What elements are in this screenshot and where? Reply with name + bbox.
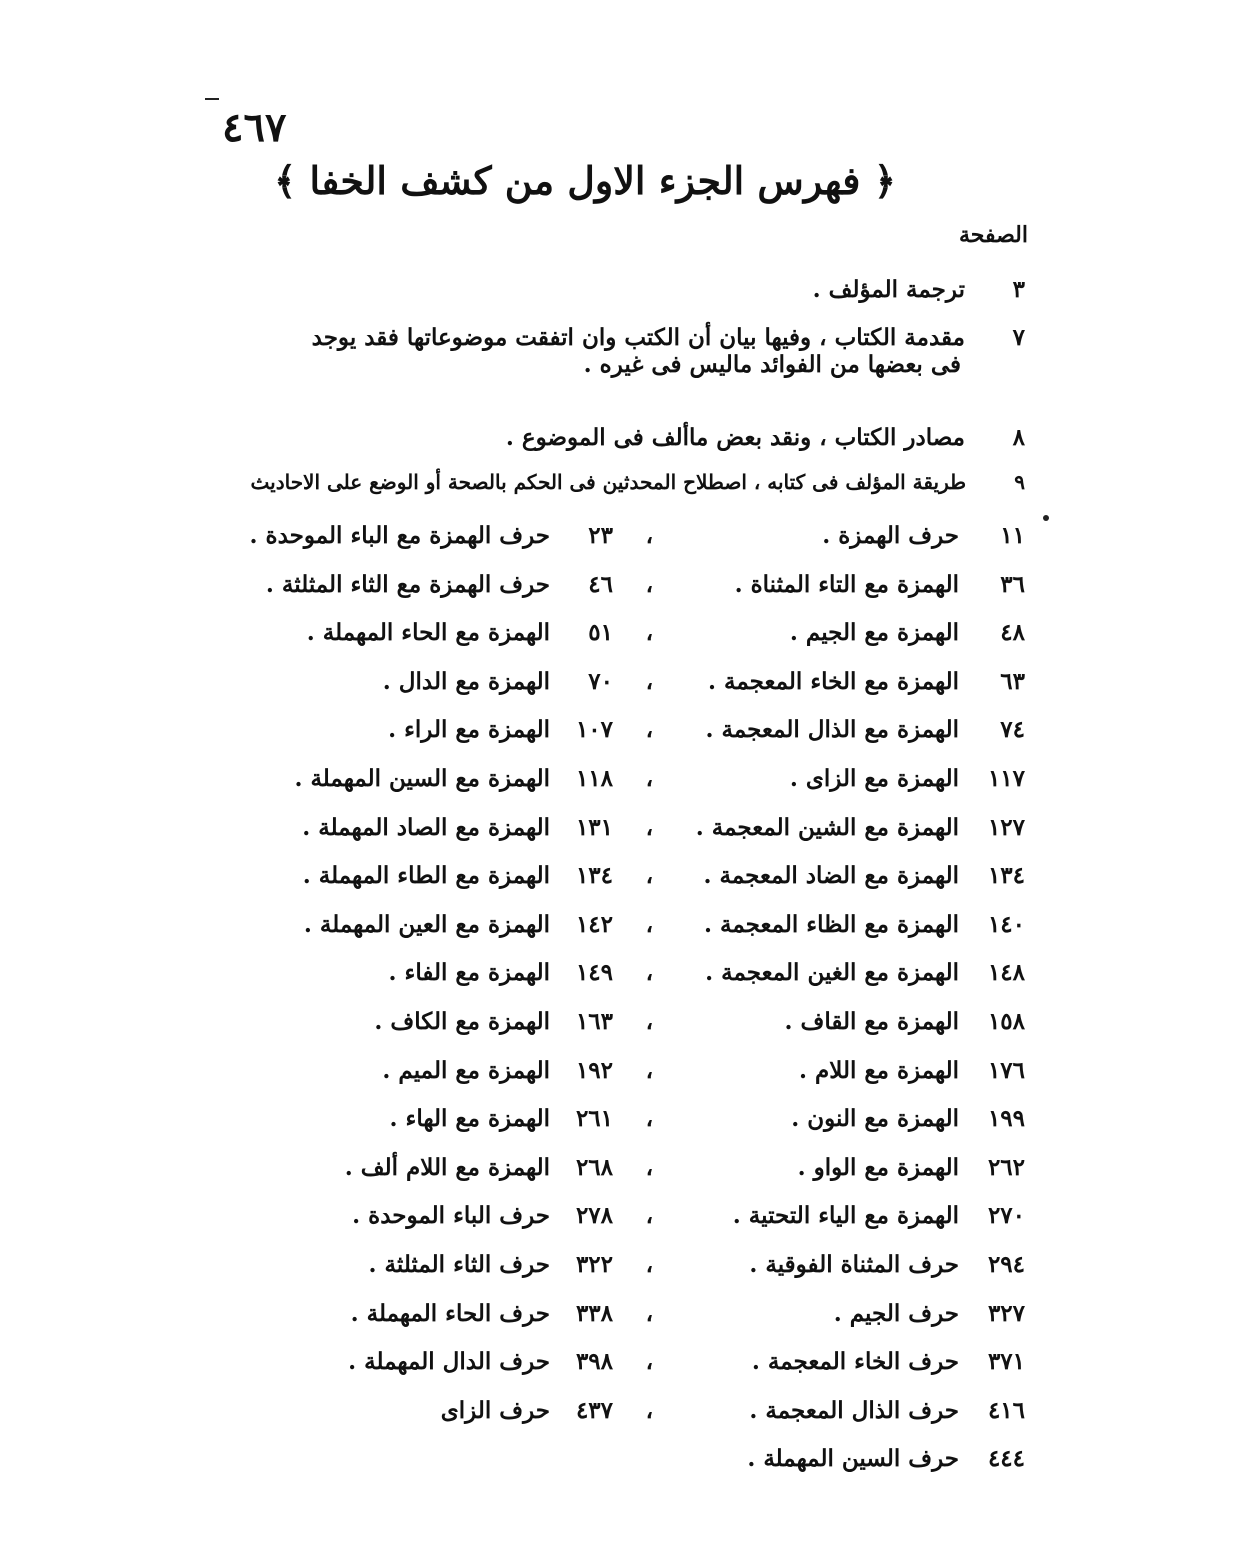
left-entry-text: الهمزة مع الفاء . <box>388 959 550 986</box>
left-entry-text: الهمزة مع اللام ألف . <box>344 1154 550 1181</box>
left-page-number: ١٤٩ <box>575 959 613 986</box>
right-page-number: ٢٩٤ <box>987 1251 1025 1278</box>
left-page-number: ١٣٤ <box>575 862 613 889</box>
left-page-number: ٢٣ <box>588 522 613 549</box>
left-entry-text: حرف الهمزة مع الثاء المثلثة . <box>265 571 550 598</box>
right-page-number: ٤٤٤ <box>987 1445 1025 1472</box>
left-page-number: ١٠٧ <box>575 716 613 743</box>
column-header: الصفحة <box>958 222 1028 248</box>
right-entry-text: الهمزة مع التاء المثناة . <box>734 571 959 598</box>
separator: ، <box>645 1008 653 1035</box>
separator: ، <box>645 959 653 986</box>
index-row <box>205 1105 1025 1137</box>
right-entry-text: حرف المثناة الفوقية . <box>749 1251 959 1278</box>
separator: ، <box>645 765 653 792</box>
separator: ، <box>645 814 653 841</box>
separator: ، <box>645 522 653 549</box>
left-entry-text: الهمزة مع الصاد المهملة . <box>302 814 550 841</box>
intro-entry <box>175 324 1025 378</box>
separator: ، <box>645 1154 653 1181</box>
left-page-number: ١١٨ <box>575 765 613 792</box>
separator: ، <box>645 911 653 938</box>
left-entry-text: حرف الدال المهملة . <box>348 1348 550 1375</box>
page-title: ﴿ فهرس الجزء الاول من كشف الخفا ﴾ <box>274 158 896 203</box>
index-row <box>205 619 1025 651</box>
index-row <box>205 1300 1025 1332</box>
right-entry-text: الهمزة مع الغين المعجمة . <box>705 959 959 986</box>
entry-page: ٧ <box>1012 324 1025 351</box>
right-entry-text: حرف الهمزة . <box>822 522 959 549</box>
left-page-number: ١٤٢ <box>575 911 613 938</box>
top-rule <box>205 98 219 100</box>
right-page-number: ٣٦ <box>1000 571 1025 598</box>
intro-entry <box>175 470 1025 494</box>
separator: ، <box>645 619 653 646</box>
left-page-number: ١٦٣ <box>575 1008 613 1035</box>
right-entry-text: حرف السين المهملة . <box>747 1445 959 1472</box>
index-row <box>205 814 1025 846</box>
left-entry-text: الهمزة مع الدال . <box>382 668 550 695</box>
index-row <box>205 1202 1025 1234</box>
left-page-number: ٤٦ <box>588 571 613 598</box>
right-page-number: ١٤٨ <box>987 959 1025 986</box>
index-row <box>205 765 1025 797</box>
entry-text: ترجمة المؤلف . <box>812 276 965 303</box>
right-entry-text: الهمزة مع الضاد المعجمة . <box>703 862 959 889</box>
entry-page: ٨ <box>1012 424 1025 451</box>
left-entry-text: حرف الباء الموحدة . <box>352 1202 550 1229</box>
page-number: ٤٦٧ <box>222 104 287 151</box>
left-entry-text: الهمزة مع الكاف . <box>374 1008 550 1035</box>
index-row <box>205 911 1025 943</box>
index-row <box>205 571 1025 603</box>
index-row <box>205 522 1025 554</box>
right-page-number: ٤٨ <box>1000 619 1025 646</box>
right-entry-text: الهمزة مع الذال المعجمة . <box>705 716 959 743</box>
left-entry-text: حرف الزاى <box>440 1397 550 1424</box>
left-page-number: ٢٦١ <box>575 1105 613 1132</box>
index-row <box>205 668 1025 700</box>
separator: ، <box>645 1251 653 1278</box>
left-page-number: ٢٧٨ <box>575 1202 613 1229</box>
entry-text: مقدمة الكتاب ، وفيها بيان أن الكتب وان اتفقت موضوعاتها فقد يوجد <box>311 324 965 351</box>
left-page-number: ١٣١ <box>575 814 613 841</box>
right-page-number: ١٩٩ <box>987 1105 1025 1132</box>
right-page-number: ١٢٧ <box>987 814 1025 841</box>
left-page-number: ٣٩٨ <box>575 1348 613 1375</box>
right-entry-text: الهمزة مع الجيم . <box>789 619 959 646</box>
right-entry-text: الهمزة مع الظاء المعجمة . <box>704 911 959 938</box>
left-page-number: ٣٣٨ <box>575 1300 613 1327</box>
entry-page: ٣ <box>1012 276 1025 303</box>
left-entry-text: حرف الهمزة مع الباء الموحدة . <box>249 522 550 549</box>
left-entry-text: الهمزة مع الطاء المهملة . <box>302 862 550 889</box>
index-row <box>205 862 1025 894</box>
separator: ، <box>645 716 653 743</box>
intro-entry <box>175 276 1025 303</box>
separator: ، <box>645 1397 653 1424</box>
right-page-number: ٦٣ <box>1000 668 1025 695</box>
left-entry-text: الهمزة مع الحاء المهملة . <box>306 619 550 646</box>
left-entry-text: الهمزة مع السين المهملة . <box>294 765 550 792</box>
entry-continuation: فى بعضها من الفوائد ماليس فى غيره . <box>583 351 961 378</box>
right-entry-text: الهمزة مع الزاى . <box>789 765 959 792</box>
left-entry-text: حرف الثاء المثلثة . <box>368 1251 550 1278</box>
index-row <box>205 1008 1025 1040</box>
left-page-number: ٥١ <box>588 619 613 646</box>
entry-text: طريقة المؤلف فى كتابه ، اصطلاح المحدثين فى الحكم بالصحة أو الوضع على الاحاديث <box>250 470 967 494</box>
left-page-number: ٧٠ <box>588 668 613 695</box>
index-row <box>205 959 1025 991</box>
separator: ، <box>645 668 653 695</box>
index-row <box>205 1057 1025 1089</box>
entry-page: ٩ <box>1014 470 1025 494</box>
right-page-number: ١١٧ <box>987 765 1025 792</box>
left-page-number: ٢٦٨ <box>575 1154 613 1181</box>
left-entry-text: حرف الحاء المهملة . <box>350 1300 550 1327</box>
right-entry-text: حرف الجيم . <box>833 1300 959 1327</box>
index-row <box>205 716 1025 748</box>
entry-text: مصادر الكتاب ، ونقد بعض ماألف فى الموضوع . <box>505 424 965 451</box>
right-entry-text: الهمزة مع القاف . <box>784 1008 959 1035</box>
separator: ، <box>645 1202 653 1229</box>
margin-dot <box>1043 515 1049 521</box>
index-row <box>205 1445 1025 1477</box>
right-page-number: ٢٦٢ <box>987 1154 1025 1181</box>
separator: ، <box>645 1300 653 1327</box>
left-entry-text: الهمزة مع الراء . <box>388 716 550 743</box>
separator: ، <box>645 571 653 598</box>
right-page-number: ١٤٠ <box>987 911 1025 938</box>
right-page-number: ٣٧١ <box>987 1348 1025 1375</box>
intro-entry <box>175 424 1025 451</box>
separator: ، <box>645 1057 653 1084</box>
index-row <box>205 1154 1025 1186</box>
right-entry-text: الهمزة مع اللام . <box>799 1057 959 1084</box>
left-page-number: ٤٣٧ <box>575 1397 613 1424</box>
right-entry-text: الهمزة مع الشين المعجمة . <box>695 814 959 841</box>
right-page-number: ١٧٦ <box>987 1057 1025 1084</box>
right-page-number: ٧٤ <box>1000 716 1025 743</box>
right-page-number: ٢٧٠ <box>987 1202 1025 1229</box>
separator: ، <box>645 1348 653 1375</box>
right-entry-text: الهمزة مع الياء التحتية . <box>732 1202 959 1229</box>
right-entry-text: الهمزة مع الواو . <box>797 1154 959 1181</box>
left-entry-text: الهمزة مع العين المهملة . <box>303 911 550 938</box>
right-entry-text: الهمزة مع النون . <box>791 1105 959 1132</box>
left-page-number: ٣٢٢ <box>575 1251 613 1278</box>
right-page-number: ١٥٨ <box>987 1008 1025 1035</box>
separator: ، <box>645 862 653 889</box>
left-page-number: ١٩٢ <box>575 1057 613 1084</box>
left-entry-text: الهمزة مع الميم . <box>382 1057 550 1084</box>
right-page-number: ١١ <box>1000 522 1025 549</box>
separator: ، <box>645 1105 653 1132</box>
index-row <box>205 1251 1025 1283</box>
right-page-number: ٣٢٧ <box>987 1300 1025 1327</box>
right-entry-text: الهمزة مع الخاء المعجمة . <box>708 668 959 695</box>
right-page-number: ٤١٦ <box>987 1397 1025 1424</box>
left-entry-text: الهمزة مع الهاء . <box>389 1105 550 1132</box>
right-page-number: ١٣٤ <box>987 862 1025 889</box>
index-row <box>205 1397 1025 1429</box>
right-entry-text: حرف الخاء المعجمة . <box>751 1348 959 1375</box>
index-row <box>205 1348 1025 1380</box>
right-entry-text: حرف الذال المعجمة . <box>749 1397 959 1424</box>
